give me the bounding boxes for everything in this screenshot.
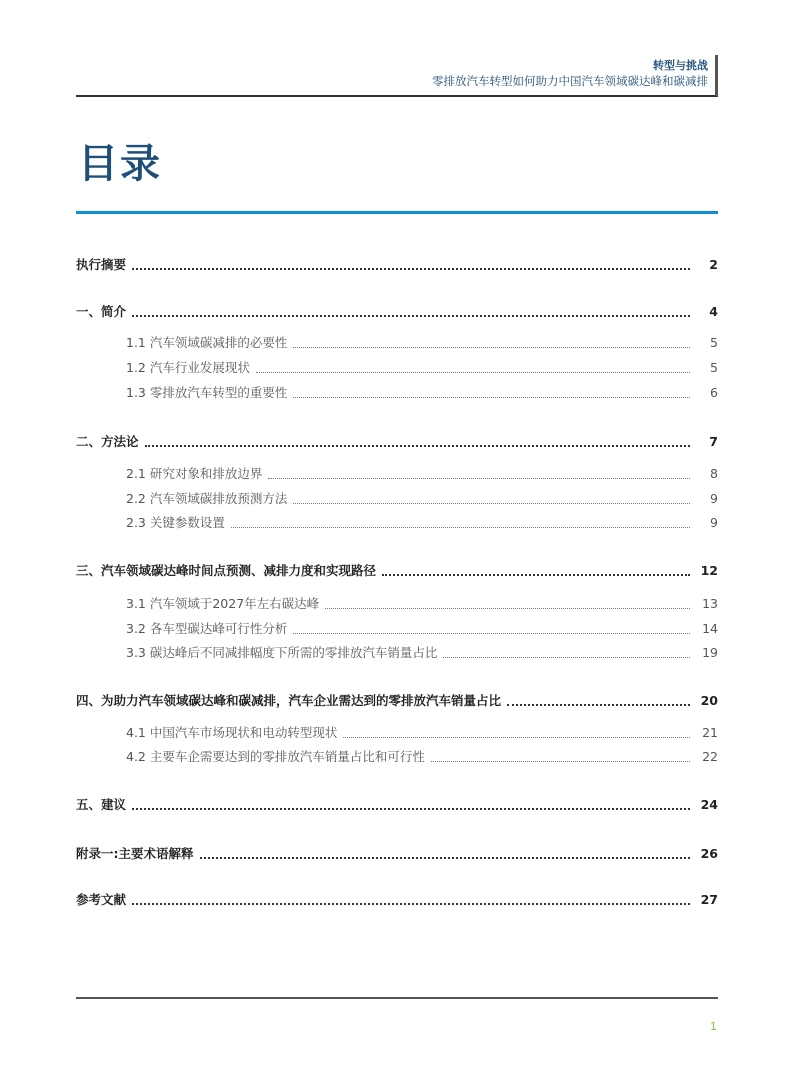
toc-entry-label: 4.1 中国汽车市场现状和电动转型现状 — [126, 725, 338, 740]
toc-entry-section[interactable] — [76, 464, 718, 482]
toc-entry-label: 三、汽车领域碳达峰时间点预测、减排力度和实现路径 — [76, 563, 377, 578]
toc-dot-leader — [293, 503, 690, 504]
toc-entry-label: 四、为助力汽车领域碳达峰和碳减排，汽车企业需达到的零排放汽车销量占比 — [76, 693, 502, 708]
toc-entry-label: 附录一:主要术语解释 — [76, 846, 194, 861]
page-title: 目录 — [78, 141, 162, 187]
toc-entry-page: 26 — [700, 846, 718, 861]
toc-entry-section[interactable] — [76, 513, 718, 531]
toc-entry-section[interactable] — [76, 643, 718, 661]
toc-entry-label: 参考文献 — [76, 892, 127, 907]
toc-entry-page: 12 — [700, 563, 718, 578]
toc-dot-leader — [343, 737, 690, 738]
toc-entry-section[interactable] — [76, 619, 718, 637]
toc-entry-label: 1.3 零排放汽车转型的重要性 — [126, 385, 288, 400]
toc-entry-page: 9 — [710, 491, 718, 506]
toc-entry-page: 13 — [702, 596, 718, 611]
toc-dot-leader — [443, 657, 690, 658]
toc-entry-page: 5 — [710, 335, 718, 350]
toc-entry-chapter[interactable] — [76, 255, 718, 273]
toc-entry-label: 二、方法论 — [76, 434, 139, 449]
toc-dot-leader — [145, 445, 690, 447]
toc-entry-section[interactable] — [76, 333, 718, 351]
toc-entry-page: 24 — [700, 797, 718, 812]
toc-entry-chapter[interactable] — [76, 795, 718, 813]
toc-entry-label: 执行摘要 — [76, 257, 127, 272]
toc-entry-label: 2.3 关键参数设置 — [126, 515, 225, 530]
toc-dot-leader — [200, 857, 691, 859]
toc-dot-leader — [132, 808, 690, 810]
toc-entry-page: 9 — [710, 515, 718, 530]
toc-entry-section[interactable] — [76, 594, 718, 612]
toc-dot-leader — [293, 347, 690, 348]
toc-entry-label: 1.1 汽车领域碳减排的必要性 — [126, 335, 288, 350]
toc-entry-page: 22 — [702, 749, 718, 764]
toc-entry-label: 3.2 各车型碳达峰可行性分析 — [126, 621, 288, 636]
toc-entry-label: 五、建议 — [76, 797, 127, 812]
toc-entry-label: 3.3 碳达峰后不同减排幅度下所需的零排放汽车销量占比 — [126, 645, 438, 660]
toc-entry-chapter[interactable] — [76, 432, 718, 450]
toc-entry-chapter[interactable] — [76, 691, 718, 709]
toc-entry-section[interactable] — [76, 747, 718, 765]
toc-entry-page: 14 — [702, 621, 718, 636]
toc-entry-page: 5 — [710, 360, 718, 375]
toc-entry-label: 1.2 汽车行业发展现状 — [126, 360, 250, 375]
toc-entry-label: 2.2 汽车领域碳排放预测方法 — [126, 491, 288, 506]
footer-rule — [76, 997, 718, 999]
toc-entry-page: 27 — [700, 892, 718, 907]
toc-dot-leader — [382, 574, 690, 576]
toc-entry-chapter[interactable] — [76, 844, 718, 862]
toc-dot-leader — [268, 478, 690, 479]
toc-entry-page: 7 — [709, 434, 718, 449]
page-number: 1 — [710, 1020, 717, 1033]
toc-entry-page: 6 — [710, 385, 718, 400]
toc-entry-page: 19 — [702, 645, 718, 660]
header-title: 转型与挑战 — [653, 59, 708, 72]
toc-dot-leader — [507, 704, 690, 706]
toc-entry-page: 4 — [709, 304, 718, 319]
toc-dot-leader — [132, 268, 690, 270]
toc-entry-label: 3.1 汽车领域于2027年左右碳达峰 — [126, 596, 320, 611]
toc-entry-page: 2 — [709, 257, 718, 272]
toc-dot-leader — [431, 761, 690, 762]
toc-entry-section[interactable] — [76, 383, 718, 401]
header-subtitle: 零排放汽车转型如何助力中国汽车领域碳达峰和碳减排 — [432, 74, 708, 88]
running-header — [76, 55, 718, 97]
toc-dot-leader — [256, 372, 690, 373]
toc-entry-section[interactable] — [76, 358, 718, 376]
toc-entry-label: 4.2 主要车企需要达到的零排放汽车销量占比和可行性 — [126, 749, 425, 764]
toc-entry-page: 8 — [710, 466, 718, 481]
toc-dot-leader — [231, 527, 690, 528]
toc-entry-label: 2.1 研究对象和排放边界 — [126, 466, 263, 481]
toc-dot-leader — [325, 608, 690, 609]
toc-dot-leader — [293, 633, 690, 634]
toc-dot-leader — [132, 315, 690, 317]
toc-entry-chapter[interactable] — [76, 890, 718, 908]
toc-entry-section[interactable] — [76, 489, 718, 507]
toc-entry-page: 21 — [702, 725, 718, 740]
toc-entry-chapter[interactable] — [76, 302, 718, 320]
toc-dot-leader — [132, 903, 690, 905]
toc-entry-label: 一、简介 — [76, 304, 127, 319]
toc-dot-leader — [293, 397, 690, 398]
toc-entry-chapter[interactable] — [76, 561, 718, 579]
header-divider — [715, 55, 718, 96]
toc-entry-page: 20 — [700, 693, 718, 708]
title-rule — [76, 211, 718, 214]
toc-entry-section[interactable] — [76, 723, 718, 741]
